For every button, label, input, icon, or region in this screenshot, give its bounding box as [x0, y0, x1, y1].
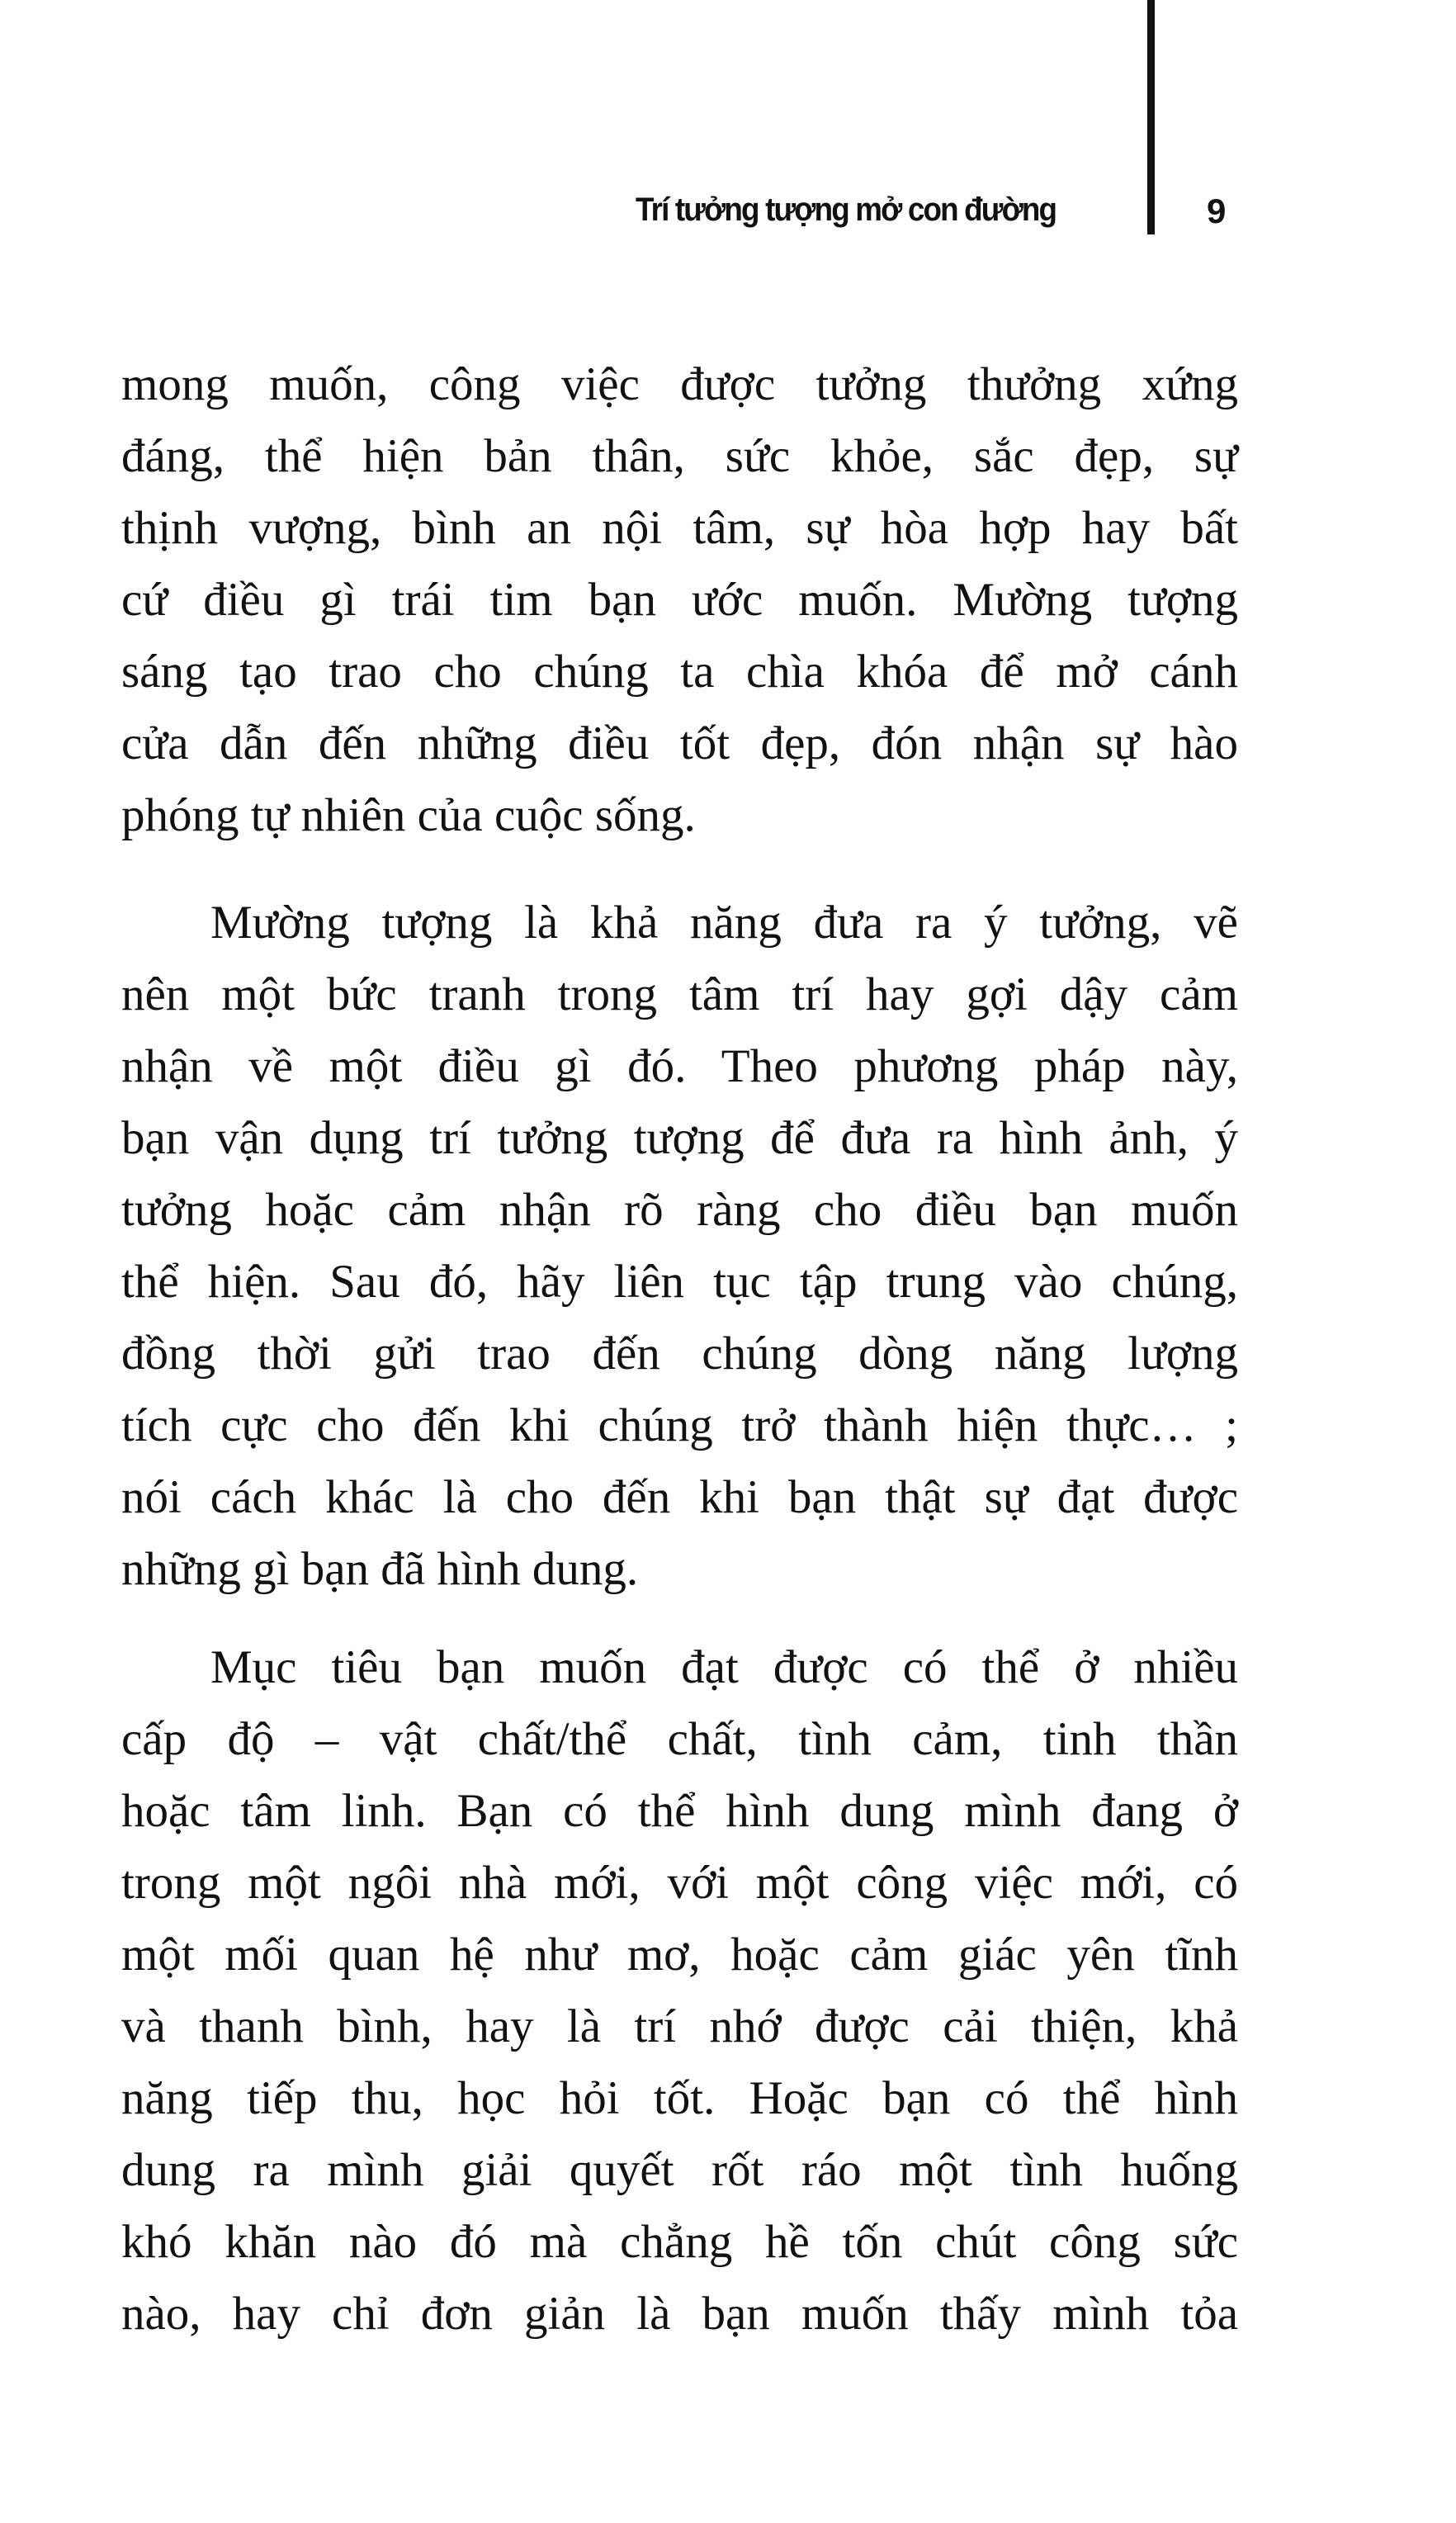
text-line: cửa dẫn đến những điều tốt đẹp, đón nhận sự hào: [121, 717, 1238, 769]
text-line: năng tiếp thu, học hỏi tốt. Hoặc bạn có thể hình: [121, 2072, 1238, 2124]
text-line: cứ điều gì trái tim bạn ước muốn. Mường tượng: [121, 574, 1238, 626]
text-line: tưởng hoặc cảm nhận rõ ràng cho điều bạn muốn: [121, 1184, 1238, 1236]
text-line: sáng tạo trao cho chúng ta chìa khóa để mở cánh: [121, 646, 1238, 698]
text-line: đồng thời gửi trao đến chúng dòng năng lượng: [121, 1328, 1238, 1380]
text-line: nên một bức tranh trong tâm trí hay gợi dậy cảm: [121, 968, 1238, 1020]
text-line: thịnh vượng, bình an nội tâm, sự hòa hợp hay bất: [121, 502, 1238, 554]
text-line: dung ra mình giải quyết rốt ráo một tình huống: [121, 2144, 1238, 2196]
text-line: một mối quan hệ như mơ, hoặc cảm giác yên tĩnh: [121, 1929, 1238, 1981]
text-line: trong một ngôi nhà mới, với một công việc mới, có: [121, 1857, 1238, 1909]
text-line: đáng, thể hiện bản thân, sức khỏe, sắc đẹp, sự: [121, 430, 1238, 482]
text-line: nói cách khác là cho đến khi bạn thật sự đạt được: [121, 1471, 1238, 1523]
text-line: và thanh bình, hay là trí nhớ được cải thiện, khả: [121, 2000, 1238, 2052]
paragraph-3: [121, 1631, 1238, 2350]
text-line: nào, hay chỉ đơn giản là bạn muốn thấy mình tỏa: [121, 2288, 1238, 2340]
paragraph-1: [121, 348, 1238, 851]
running-title: Trí tưởng tượng mở con đường: [636, 192, 1057, 228]
text-line: Mục tiêu bạn muốn đạt được có thể ở nhiều: [210, 1641, 1238, 1693]
page-number: 9: [1207, 192, 1227, 230]
text-line: cấp độ – vật chất/thể chất, tình cảm, tinh thần: [121, 1713, 1238, 1765]
header-rule: [1147, 0, 1155, 234]
text-line: phóng tự nhiên của cuộc sống.: [121, 789, 696, 841]
text-line: hoặc tâm linh. Bạn có thể hình dung mình đang ở: [121, 1785, 1238, 1837]
text-line: Mường tượng là khả năng đưa ra ý tưởng, vẽ: [210, 897, 1238, 949]
text-line: thể hiện. Sau đó, hãy liên tục tập trung vào chúng,: [121, 1256, 1238, 1308]
text-line: những gì bạn đã hình dung.: [121, 1543, 639, 1595]
text-line: khó khăn nào đó mà chẳng hề tốn chút công sức: [121, 2216, 1238, 2268]
text-line: nhận về một điều gì đó. Theo phương pháp này,: [121, 1040, 1238, 1092]
text-line: bạn vận dụng trí tưởng tượng để đưa ra hình ảnh, ý: [121, 1112, 1238, 1164]
paragraph-2: [121, 887, 1238, 1605]
text-line: mong muốn, công việc được tưởng thưởng xứng: [121, 358, 1238, 410]
text-line: tích cực cho đến khi chúng trở thành hiện thực… ;: [121, 1399, 1238, 1451]
